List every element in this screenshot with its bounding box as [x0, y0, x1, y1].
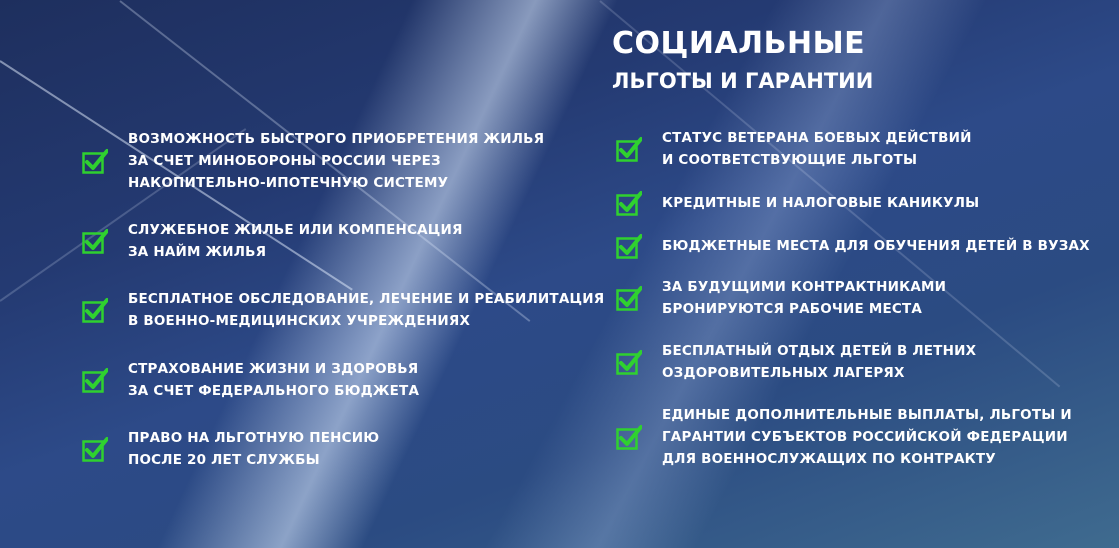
benefit-text: БЕСПЛАТНОЕ ОБСЛЕДОВАНИЕ, ЛЕЧЕНИЕ И РЕАБИЛИТАЦИЯ В ВОЕННО-МЕДИЦИНСКИХ УЧРЕЖДЕНИЯХ: [128, 291, 605, 329]
benefit-item: [82, 128, 544, 194]
checkbox-checked-icon: [616, 349, 642, 375]
benefit-item: [82, 358, 419, 402]
benefit-text: ВОЗМОЖНОСТЬ БЫСТРОГО ПРИОБРЕТЕНИЯ ЖИЛЬЯ ЗА СЧЕТ МИНОБОРОНЫ РОССИИ ЧЕРЕЗ НАКОПИТЕЛЬНО-ИПОТЕЧНУЮ СИСТЕМУ: [128, 131, 545, 191]
checkbox-checked-icon: [82, 228, 108, 254]
benefit-text: КРЕДИТНЫЕ И НАЛОГОВЫЕ КАНИКУЛЫ: [662, 195, 980, 211]
benefit-item: [616, 340, 976, 384]
benefit-item: [616, 233, 1090, 259]
checkbox-checked-icon: [82, 436, 108, 462]
benefit-text: ЕДИНЫЕ ДОПОЛНИТЕЛЬНЫЕ ВЫПЛАТЫ, ЛЬГОТЫ И ГАРАНТИИ СУБЪЕКТОВ РОССИЙСКОЙ ФЕДЕРАЦИИ ДЛЯ ВОЕННОСЛУЖАЩИХ ПО КОНТРАКТУ: [662, 407, 1072, 467]
checkbox-checked-icon: [616, 136, 642, 162]
benefit-text: БЮДЖЕТНЫЕ МЕСТА ДЛЯ ОБУЧЕНИЯ ДЕТЕЙ В ВУЗАХ: [662, 238, 1090, 254]
page-title: [612, 26, 873, 96]
benefit-text: СЛУЖЕБНОЕ ЖИЛЬЕ ИЛИ КОМПЕНСАЦИЯ ЗА НАЙМ ЖИЛЬЯ: [128, 222, 463, 260]
benefit-item: [616, 276, 946, 320]
checkbox-checked-icon: [616, 233, 642, 259]
benefit-item: [82, 427, 379, 471]
title-line-1: СОЦИАЛЬНЫЕ: [612, 26, 866, 61]
title-line-2: ЛЬГОТЫ И ГАРАНТИИ: [612, 69, 874, 93]
checkbox-checked-icon: [616, 424, 642, 450]
benefit-text: СТРАХОВАНИЕ ЖИЗНИ И ЗДОРОВЬЯ ЗА СЧЕТ ФЕДЕРАЛЬНОГО БЮДЖЕТА: [128, 361, 420, 399]
benefit-text: ЗА БУДУЩИМИ КОНТРАКТНИКАМИ БРОНИРУЮТСЯ РАБОЧИЕ МЕСТА: [662, 279, 947, 317]
benefit-text: ПРАВО НА ЛЬГОТНУЮ ПЕНСИЮ ПОСЛЕ 20 ЛЕТ СЛУЖБЫ: [128, 430, 380, 468]
checkbox-checked-icon: [82, 297, 108, 323]
benefit-text: СТАТУС ВЕТЕРАНА БОЕВЫХ ДЕЙСТВИЙ И СООТВЕТСТВУЮЩИЕ ЛЬГОТЫ: [662, 130, 972, 168]
benefit-item: [616, 190, 979, 216]
benefit-item: [616, 404, 1072, 470]
benefit-item: [82, 219, 463, 263]
checkbox-checked-icon: [82, 148, 108, 174]
benefit-text: БЕСПЛАТНЫЙ ОТДЫХ ДЕТЕЙ В ЛЕТНИХ ОЗДОРОВИТЕЛЬНЫХ ЛАГЕРЯХ: [662, 343, 977, 381]
benefit-item: [616, 127, 972, 171]
checkbox-checked-icon: [82, 367, 108, 393]
checkbox-checked-icon: [616, 285, 642, 311]
checkbox-checked-icon: [616, 190, 642, 216]
benefit-item: [82, 288, 604, 332]
